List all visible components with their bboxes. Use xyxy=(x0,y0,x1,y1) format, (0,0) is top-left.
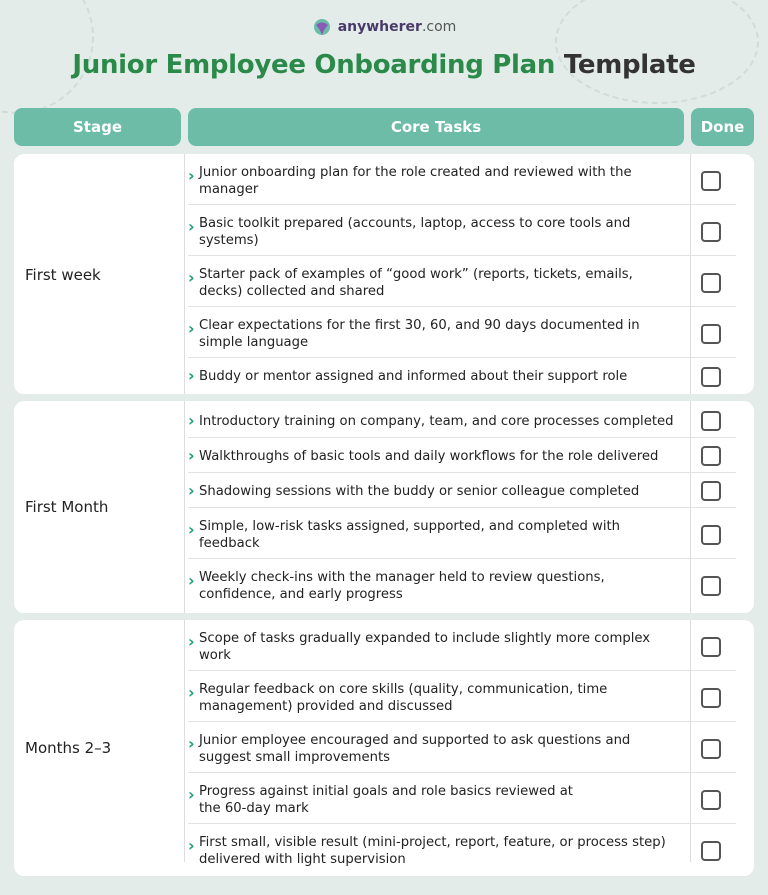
globe-pin-icon xyxy=(312,17,332,37)
chevron-right-icon: › xyxy=(188,520,195,539)
column-divider xyxy=(184,620,185,862)
column-divider xyxy=(184,154,185,394)
done-checkbox[interactable] xyxy=(701,576,721,596)
stage-label: Months 2–3 xyxy=(25,739,112,757)
brand-name: anywherer xyxy=(337,19,422,35)
chevron-right-icon: › xyxy=(188,268,195,287)
task-text: Simple, low-risk tasks assigned, supported, and completed with feedback xyxy=(199,519,621,551)
chevron-right-icon: › xyxy=(188,785,195,804)
task-text: Junior employee encouraged and supported to ask questions and suggest small improvements xyxy=(199,733,631,765)
task-text: Weekly check-ins with the manager held to review questions, confidence, and early progress xyxy=(199,570,605,602)
task-text: Regular feedback on core skills (quality, communication, time management) provided and discussed xyxy=(199,682,608,714)
task-row xyxy=(188,559,736,611)
chevron-right-icon: › xyxy=(188,411,195,430)
task-row xyxy=(188,205,736,256)
chevron-right-icon: › xyxy=(188,217,195,236)
done-checkbox[interactable] xyxy=(701,841,721,861)
task-row xyxy=(188,508,736,559)
task-text: Clear expectations for the first 30, 60, and 90 days documented in simple language xyxy=(199,318,640,350)
chevron-right-icon: › xyxy=(188,319,195,338)
done-checkbox[interactable] xyxy=(701,222,721,242)
done-checkbox[interactable] xyxy=(701,446,721,466)
chevron-right-icon: › xyxy=(188,571,195,590)
header-stage: Stage xyxy=(14,108,181,146)
chevron-right-icon: › xyxy=(188,446,195,465)
column-divider xyxy=(184,401,185,613)
done-checkbox[interactable] xyxy=(701,525,721,545)
task-row xyxy=(188,824,736,876)
task-row xyxy=(188,438,736,473)
chevron-right-icon: › xyxy=(188,836,195,855)
task-text: Basic toolkit prepared (accounts, laptop, access to core tools and systems) xyxy=(199,216,631,248)
brand-domain: .com xyxy=(421,19,457,35)
header-done: Done xyxy=(691,108,754,146)
done-checkbox[interactable] xyxy=(701,481,721,501)
title-part-1: Junior Employee Onboarding Plan xyxy=(72,50,556,80)
task-text: Walkthroughs of basic tools and daily workflows for the role delivered xyxy=(199,449,659,464)
chevron-right-icon: › xyxy=(188,632,195,651)
done-checkbox[interactable] xyxy=(701,324,721,344)
done-checkbox[interactable] xyxy=(701,790,721,810)
task-text: Introductory training on company, team, and core processes completed xyxy=(199,414,674,429)
task-row xyxy=(188,403,736,438)
chevron-right-icon: › xyxy=(188,734,195,753)
task-text: Buddy or mentor assigned and informed about their support role xyxy=(199,369,628,384)
done-checkbox[interactable] xyxy=(701,273,721,293)
task-row xyxy=(188,358,736,394)
task-text: Scope of tasks gradually expanded to include slightly more complex work xyxy=(199,631,651,663)
task-text: First small, visible result (mini-project, report, feature, or process step) delivered with light supervision xyxy=(199,835,666,867)
page-title xyxy=(0,50,768,80)
task-row xyxy=(188,307,736,358)
done-checkbox[interactable] xyxy=(701,367,721,387)
task-text: Shadowing sessions with the buddy or senior colleague completed xyxy=(199,484,640,499)
done-checkbox[interactable] xyxy=(701,688,721,708)
done-checkbox[interactable] xyxy=(701,171,721,191)
chevron-right-icon: › xyxy=(188,481,195,500)
task-text: Progress against initial goals and role basics reviewed at the 60-day mark xyxy=(199,784,573,816)
done-checkbox[interactable] xyxy=(701,739,721,759)
task-row xyxy=(188,722,736,773)
title-part-2: Template xyxy=(563,50,696,80)
stage-label: First week xyxy=(25,266,101,284)
header-core-tasks: Core Tasks xyxy=(188,108,684,146)
chevron-right-icon: › xyxy=(188,166,195,185)
task-row xyxy=(188,473,736,508)
done-checkbox[interactable] xyxy=(701,637,721,657)
task-text: Junior onboarding plan for the role created and reviewed with the manager xyxy=(199,165,632,197)
task-row xyxy=(188,620,736,671)
chevron-right-icon: › xyxy=(188,366,195,385)
task-row xyxy=(188,154,736,205)
task-row xyxy=(188,256,736,307)
task-row xyxy=(188,773,736,824)
task-text: Starter pack of examples of “good work” (reports, tickets, emails, decks) collected and shared xyxy=(199,267,633,299)
stage-label: First Month xyxy=(25,498,109,516)
brand-logo xyxy=(0,17,768,37)
task-row xyxy=(188,671,736,722)
chevron-right-icon: › xyxy=(188,683,195,702)
done-checkbox[interactable] xyxy=(701,411,721,431)
